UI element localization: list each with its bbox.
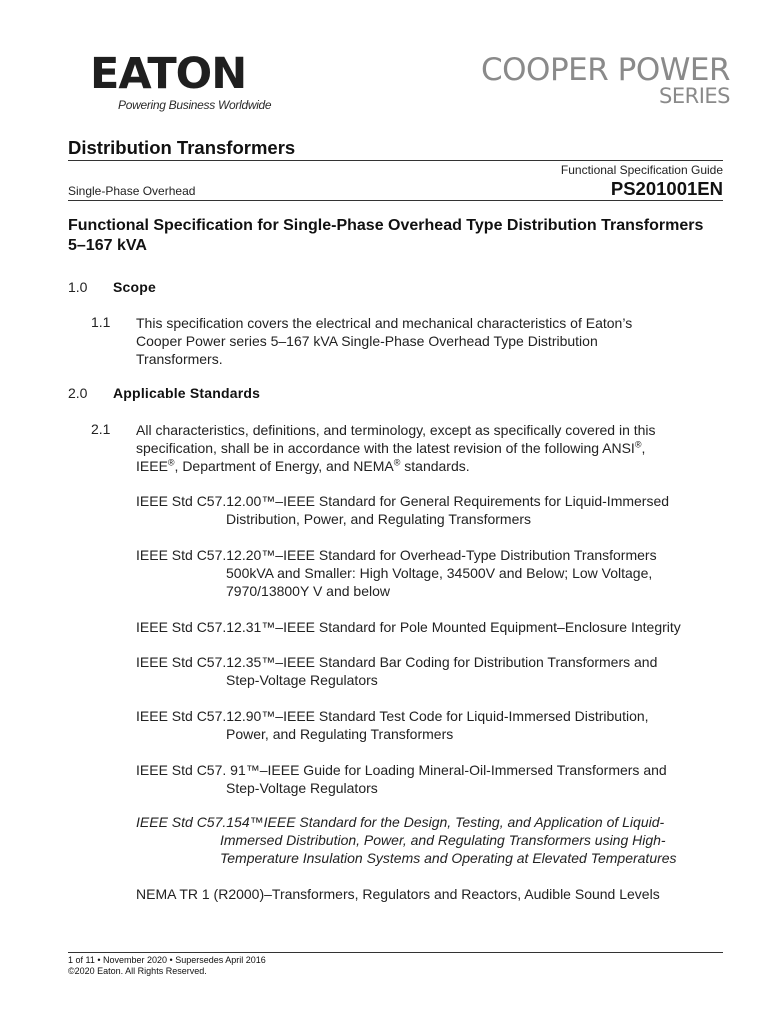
standard-entry [136,813,726,867]
intro-text: , Department of Energy, and NEMA [174,458,394,474]
standard-line: IEEE Std C57.154™IEEE Standard for the Design, Testing, and Application of Liquid- [136,814,665,830]
section-number: 1.0 [68,279,88,295]
standard-line: IEEE Std C57.12.00™–IEEE Standard for General Requirements for Liquid-Immersed [136,493,670,509]
header-rule-top [68,160,723,161]
standard-entry [136,885,726,903]
standard-entry [136,618,726,636]
standard-entry [136,761,726,797]
section-number: 2.0 [68,385,88,401]
intro-line: All characteristics, definitions, and terminology, except as specifically covered in this [136,422,656,438]
footer [68,955,266,977]
standard-line: Step-Voltage Regulators [226,780,378,796]
standard-line: 500kVA and Smaller: High Voltage, 34500V and Below; Low Voltage, [226,565,653,581]
registered-mark: ® [393,457,401,468]
footer-page-info: 1 of 11 • November 2020 • Supersedes April 2016 [68,955,266,965]
standard-line: IEEE Std C57.12.35™–IEEE Standard Bar Coding for Distribution Transformers and [136,654,658,670]
standard-line: IEEE Std C57.12.20™–IEEE Standard for Overhead-Type Distribution Transformers [136,547,657,563]
guide-label: Functional Specification Guide [560,163,723,177]
standard-line: Temperature Insulation Systems and Operating at Elevated Temperatures [220,850,677,866]
footer-rule [68,952,723,953]
standard-line: IEEE Std C57.12.31™–IEEE Standard for Pole Mounted Equipment–Enclosure Integrity [136,619,681,635]
standards-intro-paragraph [136,421,736,475]
scope-line: This specification covers the electrical and mechanical characteristics of Eaton’s [136,315,633,331]
intro-line [136,457,736,475]
footer-copyright: ©2020 Eaton. All Rights Reserved. [68,966,207,976]
standard-entry [136,492,726,528]
scope-line: Cooper Power series 5–167 kVA Single-Phase Overhead Type Distribution [136,333,598,349]
standard-line: 7970/13800Y V and below [226,583,390,599]
standard-line: IEEE Std C57. 91™–IEEE Guide for Loading Mineral-Oil-Immersed Transformers and [136,762,667,778]
intro-text: standards. [400,458,470,474]
section-heading-scope: Scope [113,279,157,295]
registered-mark: ® [167,457,175,468]
main-title: Functional Specification for Single-Phase Overhead Type Distribution Transformers 5–167 kVA [68,217,704,254]
intro-text: IEEE [136,458,168,474]
standard-entry [136,653,726,689]
cooper-power-logo-line2: SERIES [659,84,730,108]
standard-line: Distribution, Power, and Regulating Transformers [226,511,532,527]
scope-paragraph [136,314,726,368]
scope-line: Transformers. [136,351,223,367]
standard-line: Immersed Distribution, Power, and Regulating Transformers using High- [220,832,666,848]
intro-line [136,439,736,457]
eaton-tagline: Powering Business Worldwide [118,98,272,112]
intro-text: , [641,440,646,456]
section-title: Distribution Transformers [68,137,296,158]
eaton-logo-text: EATON [90,49,247,99]
header-rule-bottom [68,200,723,201]
item-number: 2.1 [91,421,111,437]
standard-line: Power, and Regulating Transformers [226,726,454,742]
item-number: 1.1 [91,314,111,330]
product-label: Single-Phase Overhead [68,184,196,198]
standard-line: IEEE Std C57.12.90™–IEEE Standard Test Code for Liquid-Immersed Distribution, [136,708,649,724]
doc-number: PS201001EN [610,178,723,199]
standard-entry [136,707,726,743]
standard-line: NEMA TR 1 (R2000)–Transformers, Regulators and Reactors, Audible Sound Levels [136,886,660,902]
intro-text: specification, shall be in accordance with the latest revision of the following ANSI [136,440,635,456]
registered-mark: ® [634,439,642,450]
section-heading-standards: Applicable Standards [113,385,261,401]
standard-entry [136,546,726,600]
standard-line: Step-Voltage Regulators [226,672,378,688]
cooper-power-logo-line1: COOPER POWER [481,52,730,88]
